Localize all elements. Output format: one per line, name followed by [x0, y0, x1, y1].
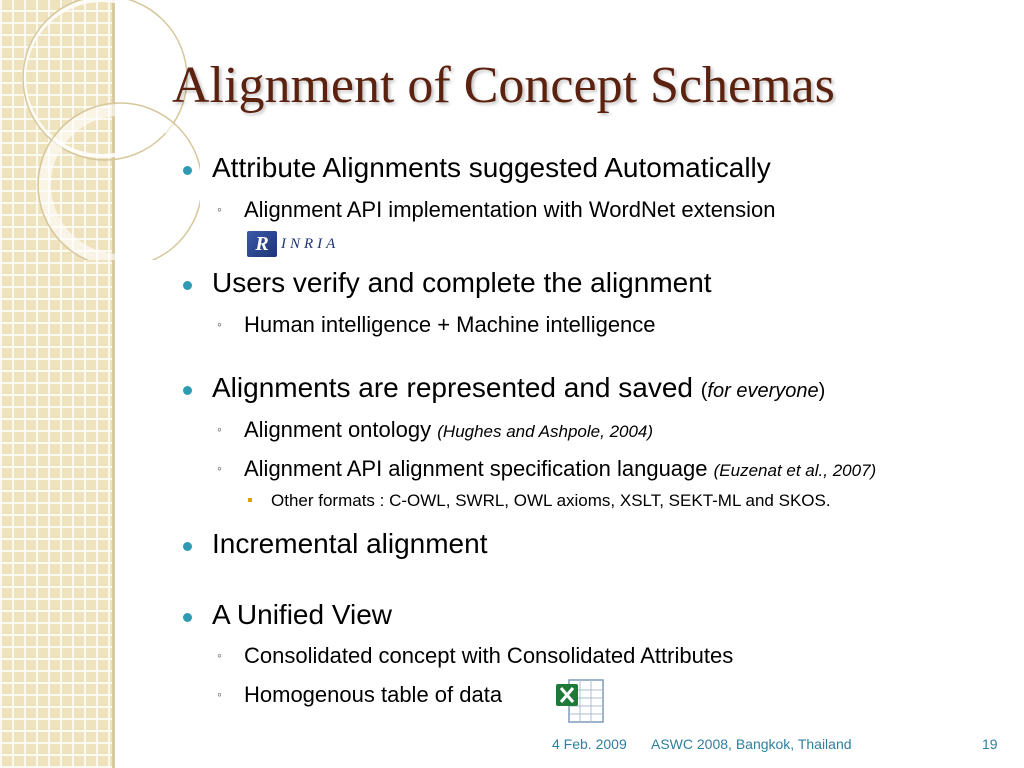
bullet-marker: [183, 613, 192, 622]
bullet-alignments-saved: [212, 372, 825, 404]
sub-bullet-marker: ◦: [217, 460, 222, 476]
bullet-users-verify: Users verify and complete the alignment: [212, 267, 712, 298]
slide-title: Alignment of Concept Schemas: [172, 57, 835, 114]
bullet-marker: [183, 281, 192, 290]
citation-euzenat: (Euzenat et al., 2007): [713, 461, 877, 480]
bullet-attribute-alignments: Attribute Alignments suggested Automatically: [212, 152, 771, 183]
open-paren: (: [700, 380, 708, 402]
footer-date: 4 Feb. 2009: [552, 736, 627, 752]
close-paren: ): [818, 380, 826, 402]
citation-hughes: (Hughes and Ashpole, 2004): [437, 422, 654, 441]
footer-event: ASWC 2008, Bangkok, Thailand: [651, 736, 852, 752]
bullet-marker: [183, 166, 192, 175]
bullet-marker: [183, 542, 192, 551]
inria-wordmark: INRIA: [281, 235, 340, 252]
sub-bullet-marker: ◦: [217, 316, 222, 332]
bullet-marker: [183, 386, 192, 395]
excel-spreadsheet-icon: [555, 678, 605, 724]
sub-sub-bullet-marker: [248, 498, 252, 502]
sub-bullet-consolidated-concept: Consolidated concept with Consolidated Attributes: [244, 643, 734, 668]
inria-emblem-icon: R: [247, 231, 277, 257]
bullet-alignments-saved-text: Alignments are represented and saved: [212, 372, 693, 403]
footer-page-number: 19: [982, 736, 998, 752]
bullet-incremental-alignment: Incremental alignment: [212, 528, 488, 559]
inria-logo: [247, 229, 355, 259]
sub-bullet-marker: ◦: [217, 686, 222, 702]
sub-sub-bullet-other-formats: Other formats : C-OWL, SWRL, OWL axioms, XSLT, SEKT-ML and SKOS.: [271, 491, 831, 510]
sub-bullet-homogenous-table: Homogenous table of data: [244, 682, 503, 707]
sub-bullet-alignment-language: [244, 456, 876, 482]
alignment-ontology-text: Alignment ontology: [244, 417, 432, 442]
sub-bullet-alignment-api: Alignment API implementation with WordNet extension: [244, 197, 776, 222]
sub-bullet-marker: ◦: [217, 421, 222, 437]
sub-bullet-marker: ◦: [217, 647, 222, 663]
alignment-language-text: Alignment API alignment specification language: [244, 456, 708, 481]
sub-bullet-marker: ◦: [217, 201, 222, 217]
for-everyone-note: for everyone: [707, 380, 819, 402]
sub-bullet-human-machine: Human intelligence + Machine intelligence: [244, 312, 656, 337]
sub-bullet-alignment-ontology: [244, 417, 653, 443]
bullet-unified-view: A Unified View: [212, 599, 393, 630]
